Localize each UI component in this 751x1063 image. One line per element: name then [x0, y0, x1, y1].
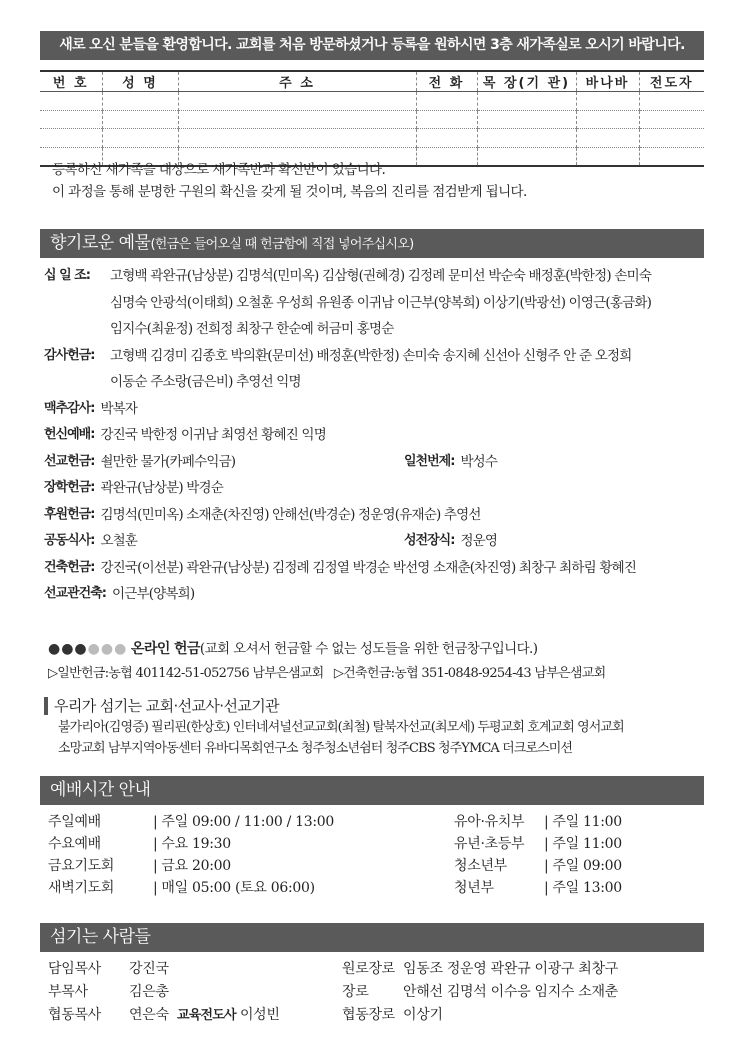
service-time: 매일 05:00 (토요 06:00) — [161, 880, 315, 896]
service-time: 주일 13:00 — [552, 880, 622, 896]
col-barnabas: 바나바 — [576, 71, 639, 92]
maekchu-label: 맥추감사: — [44, 400, 95, 416]
staff-names: 김은총 — [129, 984, 169, 1000]
staff-names: 임동조 정운영 곽완규 이광구 최창구 — [403, 961, 618, 977]
offering-subtitle: (헌금은 들어오실 때 헌금함에 직접 넣어주십시오) — [150, 237, 414, 252]
staff-row — [48, 958, 704, 981]
tithe-label: 십 일 조: — [44, 268, 90, 283]
staff-names: 강진국 — [129, 961, 169, 977]
staff-role: 담임목사 — [48, 961, 101, 977]
staff-role: 원로장로 — [342, 961, 395, 977]
tithe-row — [44, 263, 704, 343]
support-row — [44, 502, 704, 529]
staff-role: 교육전도사 — [176, 1008, 236, 1023]
col-name: 성 명 — [102, 71, 178, 92]
offering-list — [44, 263, 704, 608]
dedication-names: 강진국 박한정 이귀남 최영선 황혜진 익명 — [100, 427, 326, 443]
col-phone: 전 화 — [416, 71, 477, 92]
altar-label: 성전장식: — [404, 533, 455, 548]
dedication-row — [44, 422, 704, 449]
scholarship-row — [44, 475, 704, 502]
first-fruit-label: 일천번제: — [404, 453, 455, 469]
support-names: 김명석(민미옥) 소재춘(차진영) 안해선(박경순) 정운영(유재순) 추영선 — [100, 506, 481, 523]
dedication-label: 헌신예배: — [44, 427, 95, 442]
staff-role: 부목사 — [48, 984, 88, 1000]
mission-building-row — [44, 581, 704, 608]
thanks-row — [44, 343, 704, 396]
service-name: 새벽기도회 — [48, 880, 115, 896]
maekchu-names: 박복자 — [100, 400, 138, 417]
table-row[interactable] — [40, 110, 704, 129]
staff-role: 협동장로 — [342, 1007, 395, 1023]
offering-title: 향기로운 예물 — [50, 233, 151, 253]
registration-table — [40, 70, 704, 167]
worship-row: 수요예배 | 수요 19:30 유년·초등부 | 주일 11:00 — [48, 833, 704, 855]
table-row[interactable] — [40, 129, 704, 148]
building-row — [44, 555, 704, 582]
dots-icon: ●●●●●● — [48, 641, 128, 657]
service-name: 청소년부 — [454, 858, 507, 874]
service-name: 주일예배 — [48, 814, 101, 830]
worship-schedule — [48, 811, 704, 899]
mission-names: 쇨만한 물가(카페수익금) — [100, 453, 236, 470]
staff-names: 연은숙 — [129, 1007, 169, 1023]
staff-names: 이상기 — [403, 1007, 443, 1023]
thanks-label: 감사헌금: — [44, 347, 95, 363]
building-label: 건축헌금: — [44, 559, 95, 575]
service-time: 주일 11:00 — [552, 814, 622, 830]
service-name: 청년부 — [454, 880, 494, 896]
service-name: 유년·초등부 — [454, 836, 525, 852]
online-offering — [48, 637, 704, 681]
offering-header — [40, 229, 704, 258]
altar-names: 정운영 — [460, 533, 498, 549]
col-evangelist: 전도자 — [639, 71, 704, 92]
building-names: 강진국(이선분) 곽완규(남상분) 김정례 김정열 박경순 박선영 소재춘(차진영) 최창구 최하림 황혜진 — [100, 559, 637, 576]
general-account: ▷일반헌금:농협 401142-51-052756 남부은샘교회 — [48, 666, 324, 681]
worship-row: 새벽기도회 | 매일 05:00 (토요 06:00) 청년부 | 주일 13:00 — [48, 877, 704, 899]
staff-row — [48, 981, 704, 1004]
staff-names: 이성빈 — [239, 1007, 280, 1023]
service-time: 수요 19:30 — [161, 836, 231, 852]
first-fruit-names: 박성수 — [460, 453, 498, 470]
staff-role: 장로 — [342, 984, 369, 1000]
table-row[interactable] — [40, 92, 704, 111]
service-time: 주일 11:00 — [552, 836, 622, 852]
service-name: 수요예배 — [48, 836, 101, 852]
service-name: 유아·유치부 — [454, 814, 525, 830]
mission-building-label: 선교관건축: — [44, 586, 106, 601]
meal-row — [44, 528, 704, 555]
supported-section — [44, 697, 704, 759]
service-time: 주일 09:00 / 11:00 / 13:00 — [161, 814, 334, 830]
mission-row — [44, 449, 704, 476]
notice-line: 등록하신 새가족을 대상으로 새가족반과 확신반이 있습니다. — [52, 162, 386, 178]
support-label: 후원헌금: — [44, 506, 95, 522]
col-number: 번 호 — [40, 71, 102, 92]
online-title: 온라인 헌금 — [131, 641, 200, 657]
thanks-names: 고형백 김경미 김종호 박의환(문미선) 배정훈(박한정) 손미숙 송지혜 신선아 신형주 안 준 오정희 — [110, 347, 632, 364]
staff-role: 협동목사 — [48, 1007, 101, 1023]
worship-header: 예배시간 안내 — [40, 776, 704, 805]
col-address: 주 소 — [178, 71, 416, 92]
maekchu-row — [44, 396, 704, 423]
service-name: 금요기도회 — [48, 858, 115, 874]
supported-line: 불가리아(김영증) 필리핀(한상호) 인터네셔널선교교회(최철) 탈북자선교(최모세) 두평교회 호계교회 영서교회 — [58, 720, 624, 735]
welcome-banner: 새로 오신 분들을 환영합니다. 교회를 처음 방문하셨거나 등록을 원하시면 3층 새가족실로 오시기 바랍니다. — [40, 31, 704, 60]
mission-building-names: 이근부(양복희) — [112, 586, 195, 602]
notice-line: 이 과정을 통해 분명한 구원의 확신을 갖게 될 것이며, 복음의 진리를 점검받게 됩니다. — [52, 184, 527, 200]
thanks-names: 이동순 주소랑(금은비) 추영선 익명 — [110, 374, 301, 390]
supported-line: 소망교회 남부지역아동센터 유바디목회연구소 청주청소년쉼터 청주CBS 청주YMCA 더크로스미션 — [58, 741, 573, 756]
tithe-names: 고형백 곽완규(남상분) 김명석(민미옥) 김삼형(권혜경) 김정례 문미선 박순숙 배정훈(박한정) 손미숙 — [110, 268, 652, 284]
col-group: 목 장(기 관) — [477, 71, 576, 92]
newcomer-notice — [52, 159, 527, 203]
tithe-names: 심명숙 안광석(이태희) 오철훈 우성희 유원종 이귀남 이근부(양복희) 이상기(박광선) 이영근(홍금화) — [110, 294, 652, 311]
service-time: 주일 09:00 — [552, 858, 622, 874]
service-time: 금요 20:00 — [161, 858, 231, 874]
supported-title: 우리가 섬기는 교회·선교사·선교기관 — [44, 697, 704, 715]
worship-row: 주일예배 | 주일 09:00 / 11:00 / 13:00 유아·유치부 | 주일 11:00 — [48, 811, 704, 833]
tithe-names: 임지수(최윤정) 전희정 최창구 한순예 허금미 홍명순 — [110, 321, 394, 337]
staff-list — [48, 958, 704, 1027]
scholarship-names: 곽완규(남상분) 박경순 — [100, 480, 224, 496]
building-account: ▷건축헌금:농협 351-0848-9254-43 남부은샘교회 — [333, 666, 606, 681]
staff-header: 섬기는 사람들 — [40, 923, 704, 952]
staff-names: 안해선 김명석 이수응 임지수 소재춘 — [403, 984, 618, 1000]
meal-names: 오철훈 — [100, 533, 138, 549]
online-desc: (교회 오셔서 헌금할 수 없는 성도들을 위한 헌금창구입니다.) — [199, 641, 538, 657]
scholarship-label: 장학헌금: — [44, 480, 95, 495]
worship-row: 금요기도회 | 금요 20:00 청소년부 | 주일 09:00 — [48, 855, 704, 877]
mission-label: 선교헌금: — [44, 453, 95, 469]
staff-row — [48, 1004, 704, 1027]
meal-label: 공동식사: — [44, 533, 95, 548]
